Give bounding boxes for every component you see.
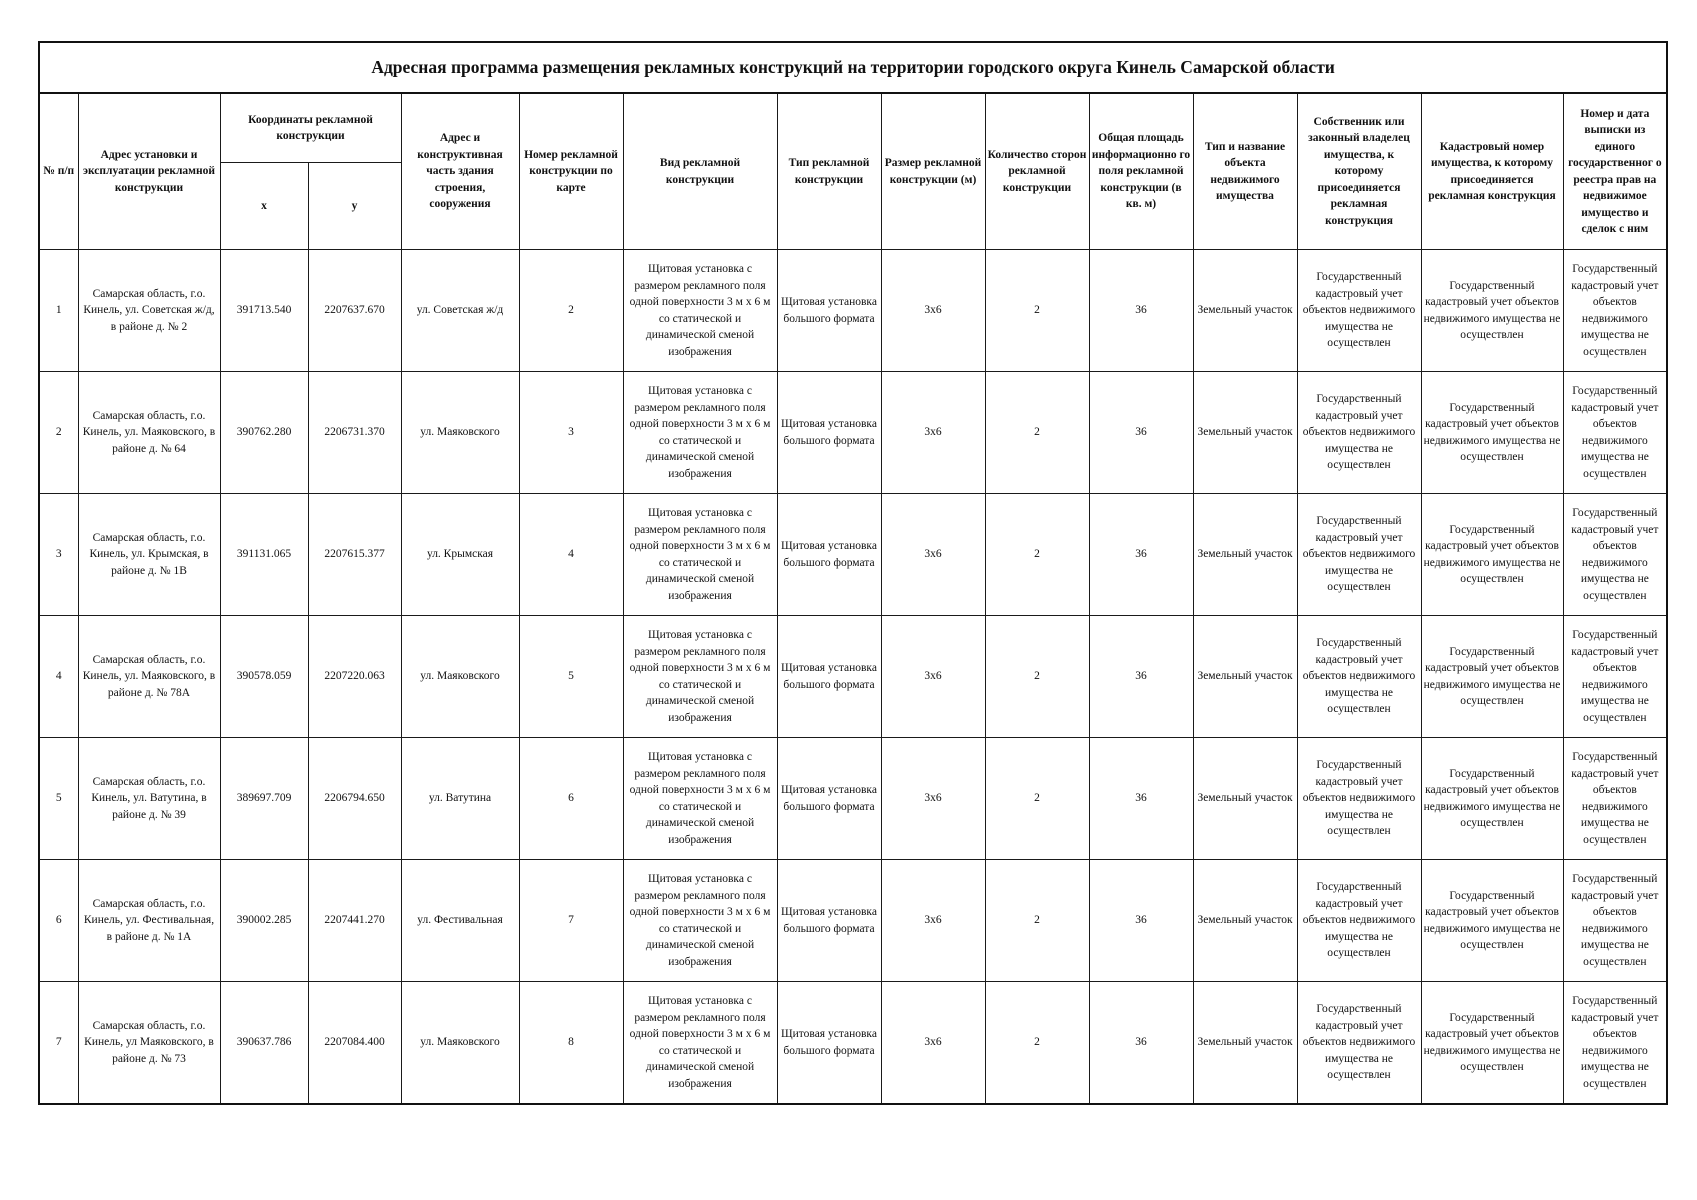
cell-owner: Государственный кадастровый учет объектов недвижимого имущества не осуществлен bbox=[1297, 372, 1421, 494]
cell-registry: Государственный кадастровый учет объектов недвижимого имущества не осуществлен bbox=[1563, 616, 1667, 738]
cell-registry: Государственный кадастровый учет объектов недвижимого имущества не осуществлен bbox=[1563, 982, 1667, 1105]
header-x: x bbox=[220, 163, 308, 250]
table-row bbox=[39, 250, 1667, 372]
cell-area: 36 bbox=[1089, 494, 1193, 616]
cell-sides: 2 bbox=[985, 860, 1089, 982]
cell-map-num: 8 bbox=[519, 982, 623, 1105]
cell-owner: Государственный кадастровый учет объектов недвижимого имущества не осуществлен bbox=[1297, 616, 1421, 738]
cell-area: 36 bbox=[1089, 372, 1193, 494]
cell-map-num: 7 bbox=[519, 860, 623, 982]
cell-cadastral: Государственный кадастровый учет объектов недвижимого имущества не осуществлен bbox=[1421, 494, 1563, 616]
header-type: Тип рекламной конструкции bbox=[777, 93, 881, 250]
cell-x: 390637.786 bbox=[220, 982, 308, 1105]
cell-num: 3 bbox=[39, 494, 78, 616]
cell-registry: Государственный кадастровый учет объектов недвижимого имущества не осуществлен bbox=[1563, 860, 1667, 982]
cell-type: Щитовая установка большого формата bbox=[777, 982, 881, 1105]
cell-kind: Щитовая установка с размером рекламного поля одной поверхности 3 м х 6 м со статической и динамической сменой изображения bbox=[623, 738, 777, 860]
header-registry: Номер и дата выписки из единого государственног о реестра прав на недвижимое имущество и сделок с ним bbox=[1563, 93, 1667, 250]
cell-building: ул. Советская ж/д bbox=[401, 250, 519, 372]
cell-building: ул. Ватутина bbox=[401, 738, 519, 860]
cell-sides: 2 bbox=[985, 738, 1089, 860]
cell-owner: Государственный кадастровый учет объектов недвижимого имущества не осуществлен bbox=[1297, 982, 1421, 1105]
header-size: Размер рекламной конструкции (м) bbox=[881, 93, 985, 250]
cell-owner: Государственный кадастровый учет объектов недвижимого имущества не осуществлен bbox=[1297, 250, 1421, 372]
cell-cadastral: Государственный кадастровый учет объектов недвижимого имущества не осуществлен bbox=[1421, 860, 1563, 982]
cell-area: 36 bbox=[1089, 860, 1193, 982]
cell-area: 36 bbox=[1089, 616, 1193, 738]
cell-type: Щитовая установка большого формата bbox=[777, 738, 881, 860]
cell-y: 2206731.370 bbox=[308, 372, 401, 494]
cell-cadastral: Государственный кадастровый учет объектов недвижимого имущества не осуществлен bbox=[1421, 616, 1563, 738]
cell-cadastral: Государственный кадастровый учет объектов недвижимого имущества не осуществлен bbox=[1421, 738, 1563, 860]
header-owner: Собственник или законный владелец имущества, к которому присоединяется рекламная конструкция bbox=[1297, 93, 1421, 250]
cell-property: Земельный участок bbox=[1193, 372, 1297, 494]
cell-num: 7 bbox=[39, 982, 78, 1105]
table-row bbox=[39, 616, 1667, 738]
header-address: Адрес установки и эксплуатации рекламной конструкции bbox=[78, 93, 220, 250]
header-y: y bbox=[308, 163, 401, 250]
cell-type: Щитовая установка большого формата bbox=[777, 616, 881, 738]
cell-property: Земельный участок bbox=[1193, 250, 1297, 372]
cell-address: Самарская область, г.о. Кинель, ул Маяковского, в районе д. № 73 bbox=[78, 982, 220, 1105]
page-title: Адресная программа размещения рекламных конструкций на территории городского округа Кинель Самарской области bbox=[39, 42, 1667, 93]
header-coords: Координаты рекламной конструкции bbox=[220, 93, 401, 163]
table-row bbox=[39, 982, 1667, 1105]
cell-address: Самарская область, г.о. Кинель, ул. Крымская, в районе д. № 1В bbox=[78, 494, 220, 616]
cell-cadastral: Государственный кадастровый учет объектов недвижимого имущества не осуществлен bbox=[1421, 250, 1563, 372]
cell-num: 6 bbox=[39, 860, 78, 982]
cell-building: ул. Маяковского bbox=[401, 616, 519, 738]
cell-property: Земельный участок bbox=[1193, 738, 1297, 860]
cell-registry: Государственный кадастровый учет объектов недвижимого имущества не осуществлен bbox=[1563, 372, 1667, 494]
table-row bbox=[39, 860, 1667, 982]
cell-size: 3х6 bbox=[881, 494, 985, 616]
cell-type: Щитовая установка большого формата bbox=[777, 372, 881, 494]
cell-building: ул. Фестивальная bbox=[401, 860, 519, 982]
cell-area: 36 bbox=[1089, 250, 1193, 372]
cell-address: Самарская область, г.о. Кинель, ул. Маяковского, в районе д. № 78А bbox=[78, 616, 220, 738]
cell-owner: Государственный кадастровый учет объектов недвижимого имущества не осуществлен bbox=[1297, 494, 1421, 616]
cell-address: Самарская область, г.о. Кинель, ул. Маяковского, в районе д. № 64 bbox=[78, 372, 220, 494]
header-property: Тип и название объекта недвижимого имущества bbox=[1193, 93, 1297, 250]
cell-num: 2 bbox=[39, 372, 78, 494]
cell-size: 3х6 bbox=[881, 616, 985, 738]
header-area: Общая площадь информационно го поля рекламной конструкции (в кв. м) bbox=[1089, 93, 1193, 250]
cell-x: 391131.065 bbox=[220, 494, 308, 616]
cell-x: 390762.280 bbox=[220, 372, 308, 494]
cell-registry: Государственный кадастровый учет объектов недвижимого имущества не осуществлен bbox=[1563, 738, 1667, 860]
cell-kind: Щитовая установка с размером рекламного поля одной поверхности 3 м х 6 м со статической и динамической сменой изображения bbox=[623, 982, 777, 1105]
cell-sides: 2 bbox=[985, 494, 1089, 616]
cell-area: 36 bbox=[1089, 982, 1193, 1105]
cell-y: 2206794.650 bbox=[308, 738, 401, 860]
cell-num: 1 bbox=[39, 250, 78, 372]
cell-x: 389697.709 bbox=[220, 738, 308, 860]
cell-type: Щитовая установка большого формата bbox=[777, 250, 881, 372]
cell-kind: Щитовая установка с размером рекламного поля одной поверхности 3 м х 6 м со статической и динамической сменой изображения bbox=[623, 494, 777, 616]
cell-size: 3х6 bbox=[881, 250, 985, 372]
cell-y: 2207084.400 bbox=[308, 982, 401, 1105]
cell-size: 3х6 bbox=[881, 372, 985, 494]
header-cadastral: Кадастровый номер имущества, к которому присоединяется рекламная конструкция bbox=[1421, 93, 1563, 250]
cell-property: Земельный участок bbox=[1193, 616, 1297, 738]
cell-map-num: 6 bbox=[519, 738, 623, 860]
cell-property: Земельный участок bbox=[1193, 860, 1297, 982]
document-sheet bbox=[38, 41, 1666, 1105]
cell-cadastral: Государственный кадастровый учет объектов недвижимого имущества не осуществлен bbox=[1421, 982, 1563, 1105]
cell-building: ул. Маяковского bbox=[401, 372, 519, 494]
cell-property: Земельный участок bbox=[1193, 982, 1297, 1105]
cell-address: Самарская область, г.о. Кинель, ул. Фестивальная, в районе д. № 1А bbox=[78, 860, 220, 982]
cell-sides: 2 bbox=[985, 616, 1089, 738]
cell-num: 5 bbox=[39, 738, 78, 860]
cell-x: 390002.285 bbox=[220, 860, 308, 982]
cell-registry: Государственный кадастровый учет объектов недвижимого имущества не осуществлен bbox=[1563, 494, 1667, 616]
cell-map-num: 5 bbox=[519, 616, 623, 738]
cell-kind: Щитовая установка с размером рекламного поля одной поверхности 3 м х 6 м со статической и динамической сменой изображения bbox=[623, 616, 777, 738]
cell-map-num: 3 bbox=[519, 372, 623, 494]
cell-x: 390578.059 bbox=[220, 616, 308, 738]
cell-y: 2207220.063 bbox=[308, 616, 401, 738]
cell-sides: 2 bbox=[985, 372, 1089, 494]
table-row bbox=[39, 494, 1667, 616]
cell-type: Щитовая установка большого формата bbox=[777, 860, 881, 982]
cell-num: 4 bbox=[39, 616, 78, 738]
cell-owner: Государственный кадастровый учет объектов недвижимого имущества не осуществлен bbox=[1297, 738, 1421, 860]
cell-kind: Щитовая установка с размером рекламного поля одной поверхности 3 м х 6 м со статической и динамической сменой изображения bbox=[623, 860, 777, 982]
cell-cadastral: Государственный кадастровый учет объектов недвижимого имущества не осуществлен bbox=[1421, 372, 1563, 494]
cell-y: 2207637.670 bbox=[308, 250, 401, 372]
cell-property: Земельный участок bbox=[1193, 494, 1297, 616]
cell-map-num: 4 bbox=[519, 494, 623, 616]
cell-registry: Государственный кадастровый учет объектов недвижимого имущества не осуществлен bbox=[1563, 250, 1667, 372]
cell-size: 3х6 bbox=[881, 738, 985, 860]
cell-size: 3х6 bbox=[881, 860, 985, 982]
cell-address: Самарская область, г.о. Кинель, ул. Ватутина, в районе д. № 39 bbox=[78, 738, 220, 860]
cell-type: Щитовая установка большого формата bbox=[777, 494, 881, 616]
cell-address: Самарская область, г.о. Кинель, ул. Советская ж/д, в районе д. № 2 bbox=[78, 250, 220, 372]
cell-kind: Щитовая установка с размером рекламного поля одной поверхности 3 м х 6 м со статической и динамической сменой изображения bbox=[623, 372, 777, 494]
cell-kind: Щитовая установка с размером рекламного поля одной поверхности 3 м х 6 м со статической и динамической сменой изображения bbox=[623, 250, 777, 372]
cell-building: ул. Крымская bbox=[401, 494, 519, 616]
cell-owner: Государственный кадастровый учет объектов недвижимого имущества не осуществлен bbox=[1297, 860, 1421, 982]
table-row bbox=[39, 738, 1667, 860]
header-kind: Вид рекламной конструкции bbox=[623, 93, 777, 250]
table-row bbox=[39, 372, 1667, 494]
cell-y: 2207615.377 bbox=[308, 494, 401, 616]
cell-sides: 2 bbox=[985, 250, 1089, 372]
header-num: № п/п bbox=[39, 93, 78, 250]
cell-sides: 2 bbox=[985, 982, 1089, 1105]
cell-map-num: 2 bbox=[519, 250, 623, 372]
cell-x: 391713.540 bbox=[220, 250, 308, 372]
header-sides: Количество сторон рекламной конструкции bbox=[985, 93, 1089, 250]
advertising-program-table bbox=[38, 41, 1668, 1105]
header-building: Адрес и конструктивная часть здания строения, сооружения bbox=[401, 93, 519, 250]
cell-size: 3х6 bbox=[881, 982, 985, 1105]
header-map-num: Номер рекламной конструкции по карте bbox=[519, 93, 623, 250]
cell-y: 2207441.270 bbox=[308, 860, 401, 982]
cell-area: 36 bbox=[1089, 738, 1193, 860]
cell-building: ул. Маяковского bbox=[401, 982, 519, 1105]
